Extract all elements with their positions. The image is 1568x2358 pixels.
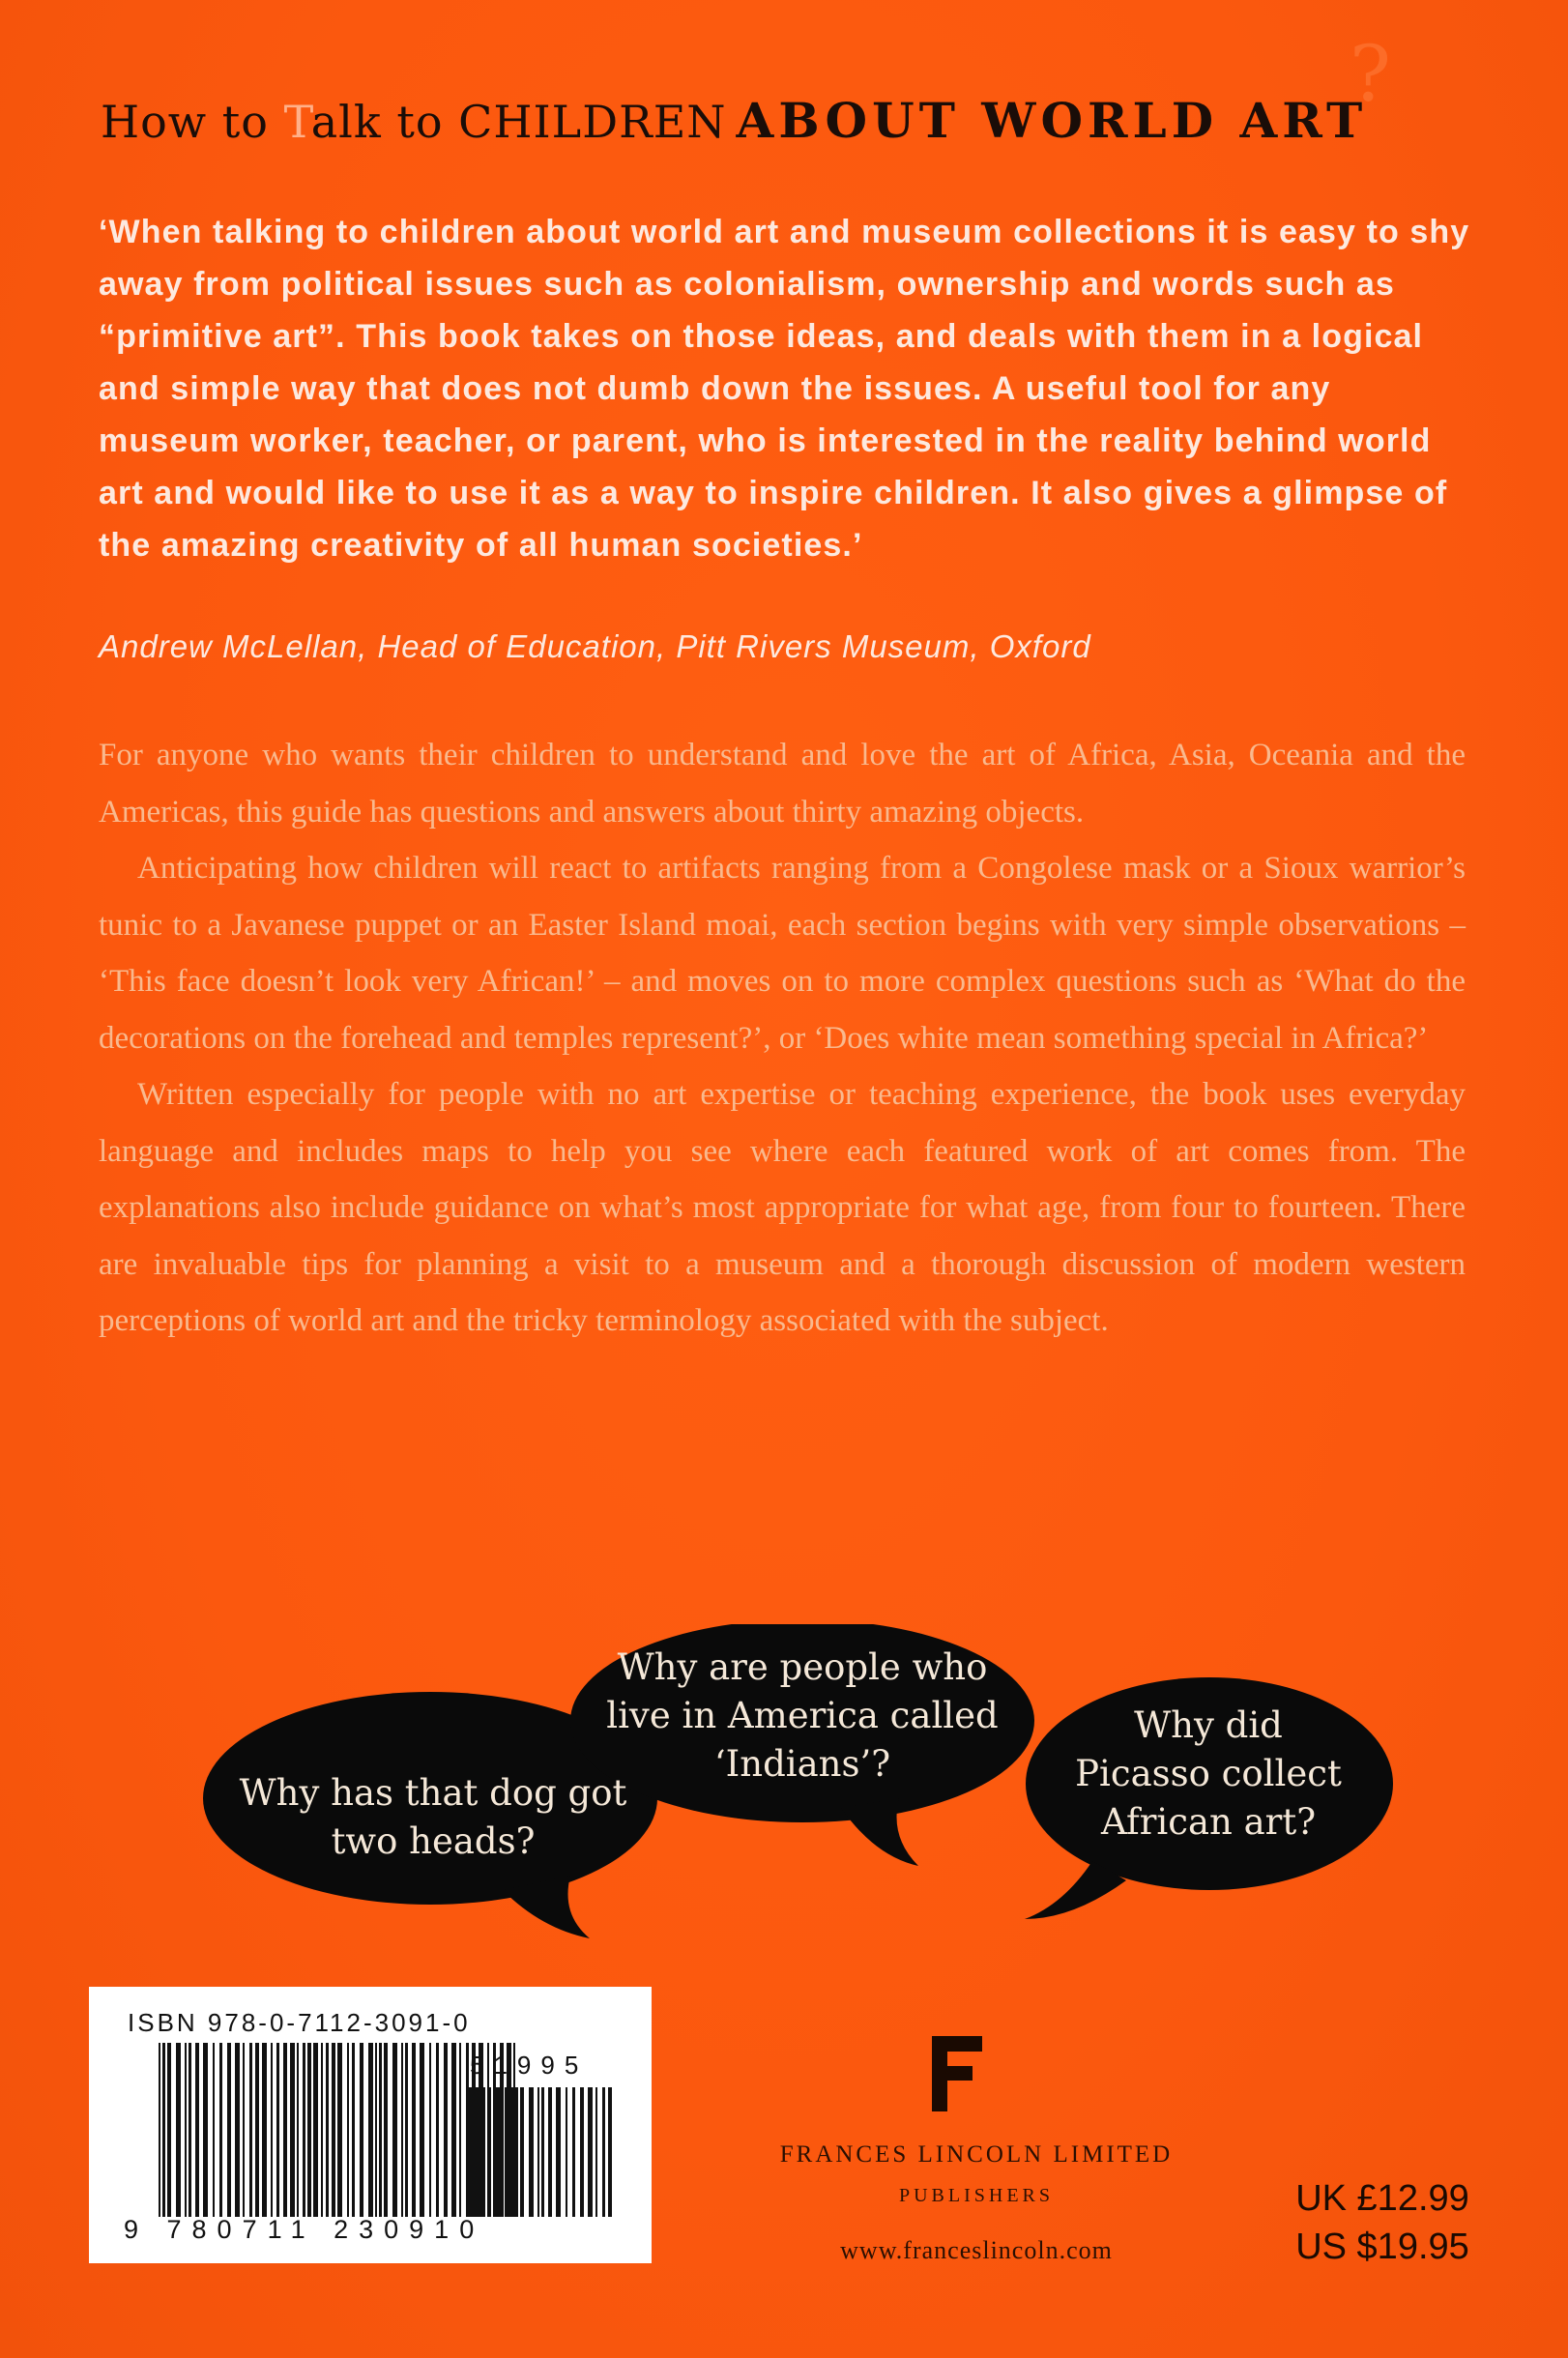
endorsement-quote <box>99 206 1471 571</box>
barcode-bar <box>429 2043 431 2217</box>
bubble-line: Why did <box>1134 1704 1283 1746</box>
barcode-bar <box>474 2087 479 2217</box>
barcode-number: 9 780711 230910 <box>124 2215 485 2244</box>
barcode-bar <box>326 2043 329 2217</box>
barcode-bar <box>595 2087 597 2217</box>
barcode-bar <box>505 2087 509 2217</box>
bubble-text-right <box>1063 1702 1353 1847</box>
barcode-bar <box>313 2043 318 2217</box>
barcode-bar <box>262 2043 267 2217</box>
barcode-bar <box>384 2043 388 2217</box>
barcode-bar <box>227 2043 231 2217</box>
title-part-how-to: How to <box>101 96 284 148</box>
barcode-bar <box>347 2043 349 2217</box>
barcode-bar <box>580 2087 584 2217</box>
description-paragraph: Written especially for people with no art expertise or teaching experience, the book uses everyday language and includes maps to help you see where each featured work of art comes from. The explanations also include guidance on what’s most appropriate for what age, from four to fourteen. There are invaluable tips for planning a visit to a museum and a thorough discussion of modern western perceptions of world art and the tricky terminology associated with the subject. <box>99 1077 1466 1338</box>
barcode-bar <box>352 2043 355 2217</box>
barcode-bar <box>185 2043 187 2217</box>
barcode-bar <box>307 2043 311 2217</box>
barcode-bar <box>332 2043 335 2217</box>
barcode-bar <box>203 2043 208 2217</box>
publisher-logo-icon <box>932 2036 982 2111</box>
bubble-line: African art? <box>1100 1801 1317 1843</box>
bubble-line: two heads? <box>331 1820 536 1862</box>
ean-barcode <box>159 2043 516 2217</box>
speech-bubbles <box>0 1624 1568 1953</box>
barcode-bar <box>529 2087 534 2217</box>
barcode-bar <box>162 2043 165 2217</box>
barcode-bar <box>588 2087 593 2217</box>
quote-attribution: Andrew McLellan, Head of Education, Pitt Rivers Museum, Oxford <box>99 628 1091 664</box>
publisher-url: www.franceslincoln.com <box>840 2236 1113 2264</box>
barcode-bar <box>360 2043 363 2217</box>
isbn-label: ISBN 978-0-7112-3091-0 <box>128 2008 471 2037</box>
barcode-bar <box>602 2087 605 2217</box>
barcode-bar <box>556 2087 561 2217</box>
description-paragraph: Anticipating how children will react to artifacts ranging from a Congolese mask or a Sioux warrior’s tunic to a Javanese puppet or an Easter Island moai, each section begins with very simple observations – ‘This face doesn’t look very African!’ – and moves on to more complex questions such as ‘What do the decorations on the forehead and temples represent?’, or ‘Does white mean something special in Africa?’ <box>99 851 1466 1056</box>
barcode-bar <box>412 2043 416 2217</box>
barcode-bar <box>303 2043 305 2217</box>
barcode-box <box>89 1987 652 2263</box>
barcode-bar <box>451 2043 456 2217</box>
bubble-text-left <box>220 1769 646 1866</box>
barcode-bar <box>243 2043 245 2217</box>
price-us: US $19.95 <box>1295 2227 1469 2267</box>
barcode-bar <box>468 2087 472 2217</box>
barcode-bar <box>436 2043 439 2217</box>
barcode-bar <box>255 2043 259 2217</box>
barcode-bar <box>420 2043 424 2217</box>
barcode-bar <box>520 2087 524 2217</box>
barcode-bar <box>572 2087 575 2217</box>
book-title <box>101 92 1493 169</box>
title-part-talk-to-children: alk to CHILDREN <box>310 96 727 148</box>
barcode-bar <box>219 2043 222 2217</box>
barcode-bar <box>271 2043 273 2217</box>
book-description <box>99 727 1466 1350</box>
barcode-bar <box>167 2043 171 2217</box>
bubble-line: ‘Indians’? <box>713 1743 891 1785</box>
price-uk: UK £12.99 <box>1295 2178 1469 2219</box>
barcode-bar <box>290 2043 295 2217</box>
barcode-bar <box>515 2087 518 2217</box>
barcode-bar <box>541 2087 544 2217</box>
barcode-bar <box>392 2043 397 2217</box>
barcode-bar <box>444 2043 448 2217</box>
barcode-bar <box>405 2043 408 2217</box>
barcode-bar <box>511 2087 513 2217</box>
description-paragraph: For anyone who wants their children to understand and love the art of Africa, Asia, Oceania and the Americas, this guide has questions and answers about thirty amazing objects. <box>99 738 1466 830</box>
title-part-about-world-art: ABOUT WORLD ART <box>736 92 1368 149</box>
addon-barcode <box>468 2087 613 2217</box>
barcode-bar <box>459 2043 461 2217</box>
barcode-bar <box>176 2043 181 2217</box>
barcode-bar <box>368 2043 373 2217</box>
barcode-bar <box>548 2087 552 2217</box>
barcode-bar <box>297 2043 299 2217</box>
barcode-bar <box>375 2043 377 2217</box>
bubble-text-middle <box>595 1644 1010 1789</box>
barcode-bar <box>213 2043 215 2217</box>
barcode-bar <box>195 2043 199 2217</box>
bubble-line: Why are people who <box>617 1646 988 1688</box>
bubble-line: Why has that dog got <box>239 1772 627 1814</box>
barcode-bar <box>276 2043 279 2217</box>
barcode-bar <box>483 2087 485 2217</box>
barcode-bar <box>189 2043 191 2217</box>
barcode-bar <box>235 2043 240 2217</box>
barcode-bar <box>401 2043 403 2217</box>
barcode-bar <box>283 2043 287 2217</box>
barcode-bar <box>159 2043 160 2217</box>
question-mark-decoration: ? <box>1350 29 1391 119</box>
barcode-bar <box>496 2087 500 2217</box>
barcode-bar <box>537 2087 539 2217</box>
publisher-subtitle: PUBLISHERS <box>898 2185 1055 2206</box>
barcode-bar <box>379 2043 382 2217</box>
barcode-bar <box>337 2043 342 2217</box>
quote-text: ‘When talking to children about world art and museum collections it is easy to shy away from political issues such as colonialism, ownership and words such as “primitive art”. This book takes on those ideas, and deals with them in a logical and simple way that does not dumb down the issues. A useful tool for any museum worker, teacher, or parent, who is interested in the reality behind world art and would like to use it as a way to inspire children. It also gives a glimpse of the amazing creativity of all human societies.’ <box>99 214 1470 564</box>
barcode-bar <box>321 2043 323 2217</box>
publisher-name: FRANCES LINCOLN LIMITED <box>779 2141 1174 2168</box>
bubble-line: Picasso collect <box>1075 1753 1342 1794</box>
barcode-bar <box>608 2087 612 2217</box>
price-code: 51995 <box>470 2051 589 2080</box>
barcode-bar <box>566 2087 567 2217</box>
barcode-bar <box>488 2087 491 2217</box>
title-accent-letter: T <box>283 96 311 148</box>
barcode-bar <box>249 2043 252 2217</box>
bubble-line: live in America called <box>606 1695 999 1736</box>
